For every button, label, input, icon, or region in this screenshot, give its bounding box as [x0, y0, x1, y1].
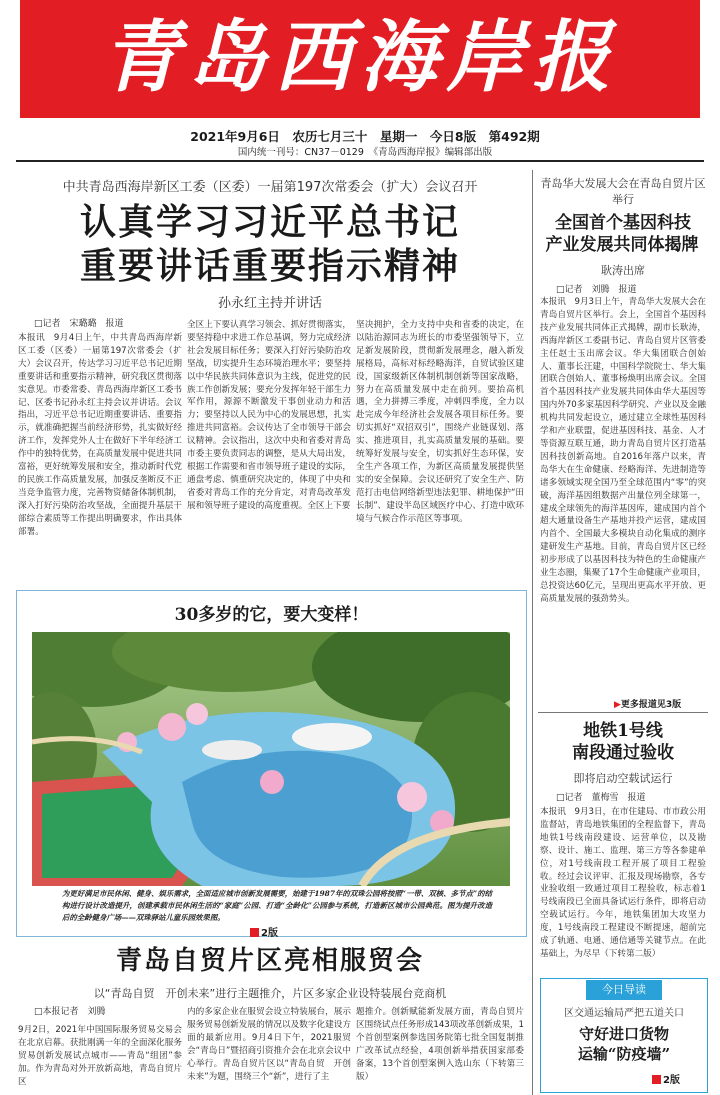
right1-headline-line1[interactable]: 全国首个基因科技	[555, 213, 691, 233]
right-divider-1	[538, 712, 708, 713]
lead-headline-line1[interactable]: 认真学习习近平总书记	[79, 201, 460, 243]
right1-sub: 耿涛出席	[601, 264, 645, 277]
right1-more-link[interactable]	[614, 697, 681, 710]
dateline: 2021年9月6日 农历七月三十 星期一 今日8版 第492期	[190, 129, 540, 144]
lead-deck: 孙永红主持并讲话	[217, 296, 322, 311]
right2-body: 本报讯 9月3日，在市住建局、市市政公用监督站，青岛地铁集团的全程监督下，青岛地铁1号线南段建设、运营单位，以及勘察、设计、施工、监理、第三方等各参建单位，对1号线南段工程开展了项目工程验收。经过会议评审、汇报及现场勘察，各专业验收组一致通过项目工程验收，标志着1号线南段已全面具备试运行条件，即将启动空载试运行。今年，地铁集团加大攻坚力度，1号线南段工程建设不断提速，超前完成了轨通、电通、通信通等关键节点。在此基础上，为尽早（下转第二版）	[540, 807, 706, 959]
ftz-body-column-2: 内的多家企业在服贸会设立特装展台，展示服务贸易创新发展的情况以及数字化建设方面的最新应用。9月4日下午，2021服贸会“青岛日”暨招商引资推介会在北京会议中心举行。青岛自贸片区以“青岛自贸 开创未来”为题，围绕三个“新”，进行了主	[187, 1007, 351, 1082]
right1-more-label: 更多报道见3版	[620, 700, 682, 710]
page-marker-icon	[652, 1075, 661, 1084]
right1-kicker: 青岛华大发展大会在青岛自贸片区举行	[540, 177, 706, 206]
ftz-body-column-3: 题推介。创新赋能新发展方面，青岛自贸片区围绕试点任务形成143项改革创新成果，1个首创型案例参选国务院第七批全国复制推广改革试点经验，4项创新举措获国家部委备案，13个首创型案例入选山东（下转第三版）	[356, 1007, 524, 1082]
right2-byline: □记者 董梅雪 报道	[556, 793, 646, 803]
lead-headline-line2[interactable]: 重要讲话重要指示精神	[79, 245, 460, 287]
lead-body-column-3: 坚决拥护，全力支持中央和省委的决定，在以陆治源同志为班长的市委坚强领导下，立足新发展阶段，贯彻新发展理念，融入新发展格局，高标对标经略海洋，自贸试验区建设，国家级新区体制机制创新等国家战略，努力在高质量发展中走在前列。要抬高机遇，全力拼搏三季度，冲刺四季度，全力以赴完成今年经济社会发展各项目标任务。要切实抓好“双招双引”，围绕产业链谋划、落实、推进项目，扎实高质量发展的基础。要统筹好发展与安全，切实抓好生态环保，安全生产各项工作，为新区高质量发展提供坚实的安全保障。会议还研究了安全生产、防范打击电信网络新型违法犯罪、耕地保护“田长制”、建设半岛区域医疗中心、打造中欧环境与气候合作示范区等事项。	[356, 320, 524, 524]
feature-page-ref[interactable]	[250, 924, 278, 939]
ftz-headline[interactable]: 青岛自贸片区亮相服贸会	[115, 946, 424, 976]
feature-title[interactable]: 30多岁的它，要大变样！	[174, 605, 369, 625]
lead-body-column-2: 全区上下要认真学习领会、抓好贯彻落实，要坚持稳中求进工作总基调，努力完成经济社会发展目标任务；要深入打好污染防治攻坚战，切实提升生态环境治理水平；要坚持以中华民族共同体意识为主线，促进党的民族工作创新发展；要充分发挥年轻干部生力军作用，源源不断激发干事创业动力和活力；要坚持以人民为中心的发展思想，扎实推进共同富裕。会议传达了全市领导干部会议精神。会议指出，这次中央和省委对青岛市委主要负责同志的调整，是从大局出发，根据工作需要和省市领导班子建设的实际，通盘考虑、慎重研究决定的，体现了中央和省委对青岛工作的充分肯定，对青岛改革发展和领导班子建设的高度重视。全区上下要	[187, 320, 351, 511]
lead-body-column-1: 本报讯 9月4日上午，中共青岛西海岸新区工委（区委）一届第197次常委会（扩大）会议召开，传达学习习近平总书记近期重要讲话和重要指示精神，研究我区贯彻落实意见。市委常委、青岛西海岸新区工委书记、区委书记孙永红主持会议并讲话。会议指出，习近平总书记近期重要讲话、重要指示，就准确把握当前经济形势，扎实做好经济工作，发挥党外人士在做好下半年经济工作中的独特优势，在高质量发展中促进共同富裕，更好统筹发展和安全，推动新时代党的民族工作高质量发展，加强反垄断反不正当竞争监管力度，完善物资储备体制机制，深入打好污染防治攻坚战，全面提升基层干部综合素质等工作提出明确要求，作出具体部署。	[18, 333, 182, 537]
right2-headline-line1[interactable]: 地铁1号线	[583, 721, 663, 741]
ftz-byline: □本报记者 刘腾	[34, 1007, 106, 1017]
guide-page-ref[interactable]	[652, 1071, 680, 1086]
right2-sub: 即将启动空载试运行	[573, 772, 673, 785]
arrow-right-icon: ▶	[614, 700, 621, 710]
right1-body: 本报讯 9月3日上午，青岛华大发展大会在青岛自贸片区举行。会上，全国首个基因科技产业发展共同体正式揭牌，副市长耿涛，西海岸新区工委副书记、青岛自贸片区管委主任赵士玉出席会议。华大集团联合创始人、董事长汪建，中国科学院院士、华大集团联合创始人、董事杨焕明出席会议。全国首个基因科技产业发展共同体由华大基因等国内外70多家基因科学研究、产业以及金融机构共同发起设立，通过建立全球性基因科学和产业联盟，促进基因科技、基金、人才等资源互联互通，助力青岛自贸片区打造基因科技创新高地。自2016年落户以来，青岛华大在生命健康、经略海洋、先进制造等诸多领域实现全国乃至全球范围内“零”的突破，海洋基因组数据产出量位列全球第一，建成全球领先的海洋基因库，建成国内首个超大通量设备生产基地并投产运营，建成国内首个、全国最大多模块自动化集成的测序建研发生产基地。目前，青岛自贸片区已经初步形成了以基因科技为特色的生命健康产业生态圈，集聚了17个生命健康产业项目，总投资达60亿元，呈现出更高水平开放、更高质量发展的强劲势头。	[540, 297, 706, 604]
right1-byline: □记者 刘腾 报道	[556, 285, 637, 295]
publication-info: 国内统一刊号：CN37－0129 《青岛西海岸报》编辑部出版	[237, 147, 493, 158]
guide-headline-line2[interactable]: 运输“防疫墙”	[577, 1045, 671, 1063]
page-marker-icon	[250, 928, 259, 937]
ftz-body-column-1: 9月2日，2021年中国国际服务贸易交易会在北京启幕。获批刚满一年的全面深化服务贸易创新发展试点城市——青岛“组团”参加。作为青岛对外开放新高地，青岛自贸片区	[18, 1025, 182, 1087]
park-rendering-illustration	[32, 632, 510, 886]
column-divider	[532, 170, 533, 1095]
right2-headline-line2[interactable]: 南段通过验收	[572, 743, 674, 763]
feature-caption: 为更好满足市民休闲、健身、娱乐需求，全面适应城市创新发展需要，始建于1987年的双珠公园将按照“一带、双核、多节点”的结构进行设计改造提升，创建承载市民休闲生活的“家庭”公园、打造“全龄化”公园参与系统，打造新区城市公园典范。图为提升改造后的全龄健身广场——双珠驿站儿童乐园效果图。	[62, 889, 492, 922]
feature-page-ref-label: 2版	[261, 928, 278, 939]
masthead: 青岛西海岸报	[20, 0, 700, 118]
lead-kicker: 中共青岛西海岸新区工委（区委）一届第197次常委会（扩大）会议召开	[62, 180, 478, 195]
guide-tab[interactable]: 今日导读	[586, 980, 662, 1000]
masthead-rule	[16, 160, 704, 162]
guide-kicker: 区交通运输局严把五道关口	[564, 1008, 684, 1019]
guide-page-ref-label: 2版	[663, 1075, 680, 1086]
park-rendering-photo[interactable]	[32, 632, 510, 886]
right1-headline-line2[interactable]: 产业发展共同体揭牌	[545, 235, 699, 255]
guide-headline-line1[interactable]: 守好进口货物	[578, 1025, 669, 1043]
ftz-deck: 以“青岛自贸 开创未来”进行主题推介，片区多家企业设特装展台竞商机	[93, 987, 447, 1000]
lead-byline: □记者 宋璐璐 报道	[34, 319, 124, 329]
